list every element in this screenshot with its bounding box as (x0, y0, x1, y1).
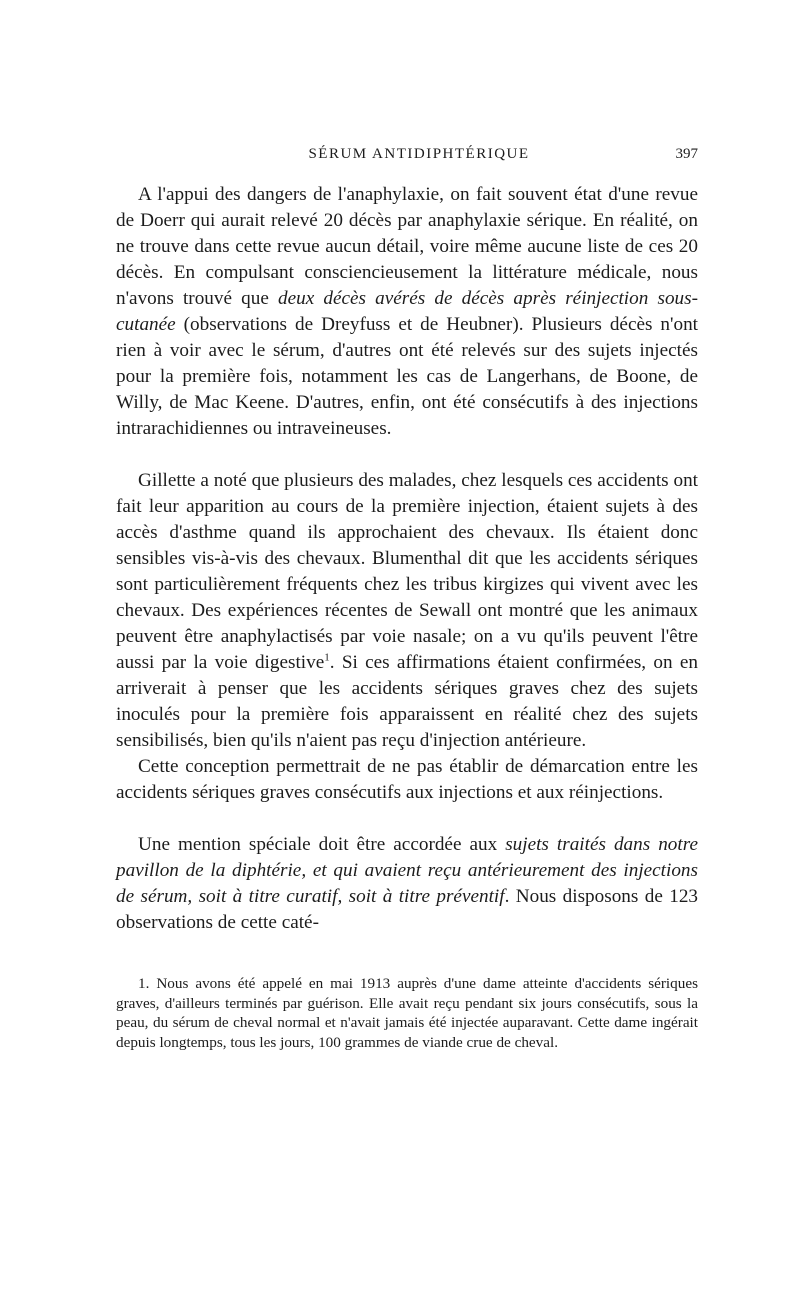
paragraph-text: . Nous disposons de 123 observations de cette caté- (116, 886, 699, 933)
paragraph-anaphylaxis-deaths (116, 182, 698, 442)
paragraph-text: Cette conception permettrait de ne pas établir de démarcation entre les accidents sériques graves consécutifs aux injections et aux réinjections. (116, 756, 698, 803)
book-page (116, 138, 698, 1053)
paragraph-text: Une mention spéciale doit être accordée aux (138, 834, 506, 855)
footnote-text: 1. Nous avons été appelé en mai 1913 auprès d'une dame atteinte d'accidents sériques graves, d'ailleurs terminés par guérison. Elle avait reçu pendant six jours consécutifs, sous la peau, du sérum de cheval normal et n'avait jamais été injectée auparavant. Cette dame ingérait depuis longtemps, tous les jours, 100 grammes de viande crue de cheval. (116, 975, 698, 1052)
page-number: 397 (675, 146, 698, 162)
running-header (116, 138, 698, 164)
paragraph-text: . Si ces affirmations étaient confirmées, on en arriverait à penser que les accidents sériques graves chez des sujets inoculés pour la première fois apparaissent en réalité chez des sujets sensibilisés, bien qu'ils n'aient pas reçu d'injection antérieure. (116, 652, 698, 751)
paragraph-gillette-horses (116, 468, 698, 754)
paragraph-text: A l'appui des dangers de l'anaphylaxie, on fait souvent état d'une revue de Doerr qui aurait relevé 20 décès par anaphylaxie sérique. En réalité, on ne trouve dans cette revue aucun détail, voire même aucune liste de ces 20 décès. En compulsant consciencieusement la littérature médicale, nous n'avons trouvé que (116, 184, 698, 309)
body-text (116, 182, 698, 936)
paragraph-conception (116, 754, 698, 806)
paragraph-italic-text: deux décès avérés de décès après réinjection sous-cutanée (116, 288, 698, 335)
running-title: SÉRUM ANTIDIPHTÉRIQUE (308, 146, 530, 162)
paragraph-text: Gillette a noté que plusieurs des malades, chez lesquels ces accidents ont fait leur apparition au cours de la première injection, étaient sujets à des accès d'asthme quand ils approchaient des chevaux. Ils étaient donc sensibles vis-à-vis des chevaux. Blumenthal dit que les accidents sériques sont particulièrement fréquents chez les tribus kirgizes qui vivent avec les chevaux. Des expériences récentes de Sewall ont montré que les animaux peuvent être anaphylactisés par voie nasale; on a vu qu'ils peuvent l'être aussi par la voie digestive (116, 470, 698, 673)
paragraph-italic-text: sujets traités dans notre pavillon de la diphtérie, et qui avaient reçu antérieurement des injections de sérum, soit à titre curatif, soit à titre préventif (116, 834, 699, 907)
footnote-reference: 1 (324, 651, 330, 664)
paragraph-special-mention (116, 832, 698, 936)
paragraph-text: (observations de Dreyfuss et de Heubner). Plusieurs décès n'ont rien à voir avec le sérum, d'autres ont été relevés sur des sujets injectés pour la première fois, notamment les cas de Langerhans, de Boone, de Willy, de Mac Keene. D'autres, enfin, ont été consécutifs à des injections intrarachidiennes ou intraveineuses. (116, 314, 698, 439)
footnote (116, 974, 698, 1053)
